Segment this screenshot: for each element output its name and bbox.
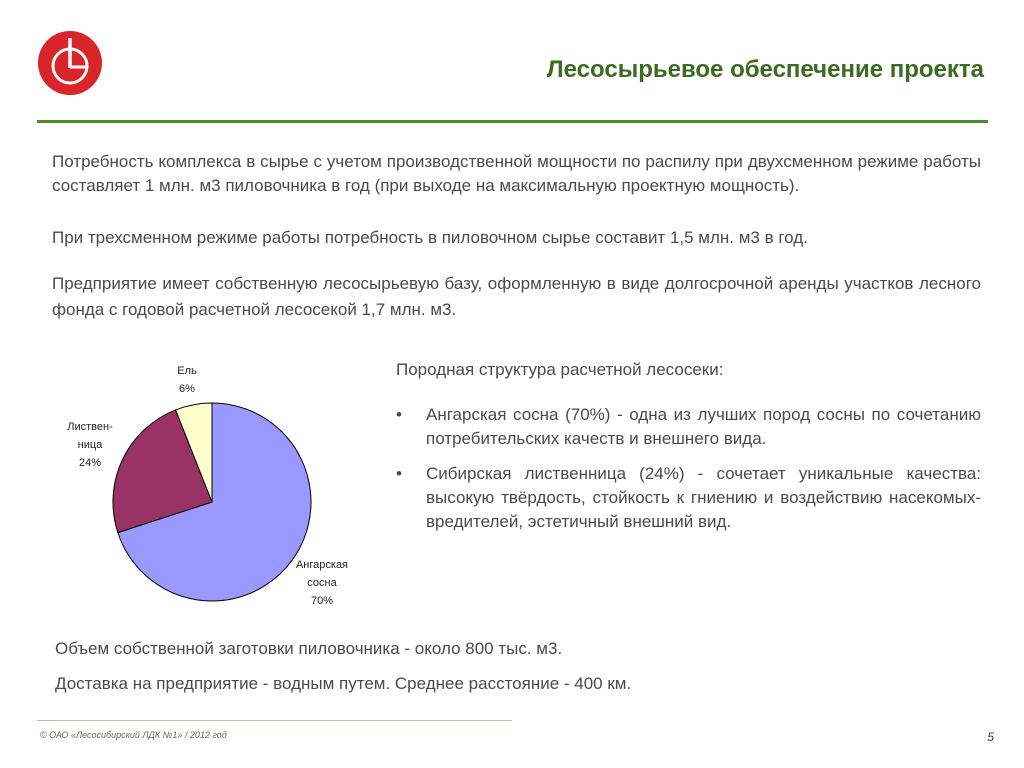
page-number: 5 — [987, 730, 994, 744]
species-item-text: Ангарская сосна (70%) - одна из лучших пород сосны по сочетанию потребительских качеств и внешнего вида. — [426, 405, 981, 448]
pie-value-label: 24% — [78, 457, 102, 469]
delivery-text: Доставка на предприятие - водным путем. Среднее расстояние - 400 км. — [55, 674, 632, 693]
species-item-larch — [396, 462, 981, 534]
title-divider — [37, 120, 988, 123]
page-title: Лесосырьевое обеспечение проекта — [546, 56, 984, 83]
bullet-icon: • — [396, 405, 402, 424]
footer-divider — [37, 720, 512, 721]
species-item-pine — [396, 403, 981, 451]
species-list — [396, 403, 981, 545]
pie-value-label: 70% — [310, 595, 334, 607]
pie-name-label: ница — [77, 439, 103, 451]
harvest-volume-text: Объем собственной заготовки пиловочника - около 800 тыс. м3. — [55, 639, 563, 658]
pie-label-1 — [67, 421, 113, 469]
species-pie-chart — [40, 355, 380, 625]
pie-label-2 — [177, 365, 197, 395]
bullet-icon: • — [396, 464, 402, 483]
pie-name-label: Ель — [177, 365, 197, 377]
pie-value-label: 6% — [179, 383, 195, 395]
pie-name-label: Ангарская — [295, 559, 349, 571]
pie-name-label: сосна — [307, 577, 337, 589]
pie-name-label: Листвен- — [67, 421, 113, 433]
intro-paragraph-1: Потребность комплекса в сырье с учетом производственной мощности по распилу при двухсменном режиме работы составляет 1 млн. м3 пиловочника в год (при выходе на максимальную проектную мощность). — [52, 152, 981, 195]
company-logo — [37, 30, 103, 96]
pie-label-0 — [296, 559, 348, 607]
species-structure-title: Породная структура расчетной лесосеки: — [396, 360, 724, 379]
intro-paragraph-2: При трехсменном режиме работы потребность в пиловочном сырье составит 1,5 млн. м3 в год. — [52, 228, 808, 247]
footer-copyright: © ОАО «Лесосибирский ЛДК №1» / 2012 год — [40, 730, 227, 740]
intro-paragraph-3: Предприятие имеет собственную лесосырьевую базу, оформленную в виде долгосрочной аренды участков лесного фонда с годовой расчетной лесосекой 1,7 млн. м3. — [52, 274, 981, 319]
species-item-text: Сибирская лиственница (24%) - сочетает уникальные качества: высокую твёрдость, стойкость к гниению и воздействию насекомых-вредителей, эстетичный внешний вид. — [426, 464, 981, 531]
